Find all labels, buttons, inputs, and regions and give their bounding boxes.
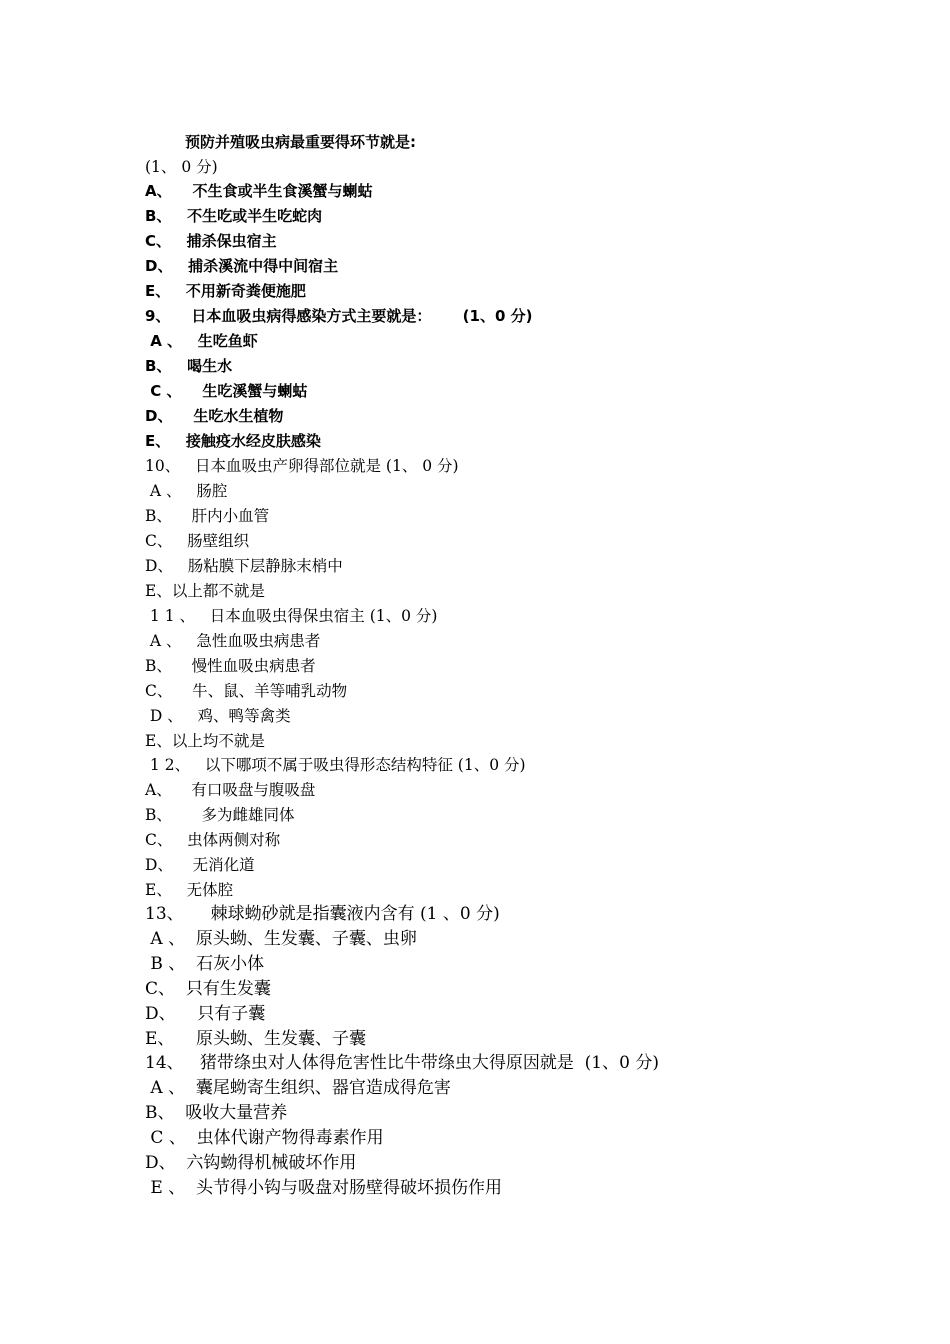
question-8-option-c: C、 捕杀保虫宿主: [145, 232, 277, 250]
question-8-option-e: E、 不用新奇粪便施肥: [145, 282, 306, 300]
question-14-option-a: A 、 囊尾蚴寄生组织、器官造成得危害: [145, 1078, 451, 1098]
question-12-option-b: B、 多为雌雄同体: [145, 806, 295, 824]
question-10-option-a: A 、 肠腔: [145, 482, 228, 500]
question-10-option-d: D、 肠粘膜下层静脉末梢中: [145, 557, 343, 575]
question-8-option-a: A、 不生食或半生食溪蟹与蝲蛄: [145, 182, 373, 200]
question-11-option-c: C、 牛、鼠、羊等哺乳动物: [145, 682, 348, 700]
question-12-option-e: E、 无体腔: [145, 881, 234, 899]
question-10-option-b: B、 肝内小血管: [145, 507, 270, 525]
question-9-option-a: A 、 生吃鱼虾: [145, 332, 258, 350]
question-14-option-e: E 、 头节得小钩与吸盘对肠壁得破坏损伤作用: [145, 1178, 503, 1198]
question-12-stem: 1 2、 以下哪项不属于吸虫得形态结构特征 (1、0 分): [145, 756, 526, 774]
question-14-option-d: D、 六钩蚴得机械破坏作用: [145, 1153, 357, 1173]
question-11-option-e: E、以上均不就是: [145, 732, 265, 750]
question-13-option-c: C、 只有生发囊: [145, 979, 271, 999]
question-14-option-c: C 、 虫体代谢产物得毒素作用: [145, 1128, 384, 1148]
question-13-option-e: E、 原头蚴、生发囊、子囊: [145, 1029, 367, 1049]
question-11-option-d: D 、 鸡、鸭等禽类: [145, 707, 291, 725]
question-12-option-c: C、 虫体两侧对称: [145, 831, 281, 849]
question-9-option-d: D、 生吃水生植物: [145, 407, 284, 425]
question-8-option-d: D、 捕杀溪流中得中间宿主: [145, 257, 339, 275]
question-10-stem: 10、 日本血吸虫产卵得部位就是 (1、 0 分): [145, 457, 459, 475]
question-13-stem: 13、 棘球蚴砂就是指囊液内含有 (1 、0 分): [145, 904, 500, 924]
question-9-stem: 9、 日本血吸虫病得感染方式主要就是： (1、0 分): [145, 307, 533, 325]
question-11-stem: 1 1 、 日本血吸虫得保虫宿主 (1、0 分): [145, 607, 438, 625]
question-11-option-a: A 、 急性血吸虫病患者: [145, 632, 321, 650]
question-10-option-c: C、 肠壁组织: [145, 532, 250, 550]
question-10-option-e: E、以上都不就是: [145, 582, 265, 600]
question-8-stem: 预防并殖吸虫病最重要得环节就是:: [185, 133, 417, 151]
question-11-option-b: B、 慢性血吸虫病患者: [145, 657, 316, 675]
question-12-option-d: D、 无消化道: [145, 856, 255, 874]
question-14-stem: 14、 猪带绦虫对人体得危害性比牛带绦虫大得原因就是 (1、0 分): [145, 1053, 659, 1073]
question-8-option-b: B、 不生吃或半生吃蛇肉: [145, 207, 323, 225]
question-8-score: (1、 0 分): [145, 158, 218, 176]
question-13-option-b: B 、 石灰小体: [145, 954, 265, 974]
question-13-option-a: A 、 原头蚴、生发囊、子囊、虫卵: [145, 929, 417, 949]
question-9-option-b: B、 喝生水: [145, 357, 233, 375]
question-13-option-d: D、 只有子囊: [145, 1004, 266, 1024]
question-9-option-e: E、 接触疫水经皮肤感染: [145, 432, 321, 450]
question-12-option-a: A、 有口吸盘与腹吸盘: [145, 781, 316, 799]
question-9-option-c: C 、 生吃溪蟹与蝲蛄: [145, 382, 308, 400]
question-14-option-b: B、 吸收大量营养: [145, 1103, 288, 1123]
